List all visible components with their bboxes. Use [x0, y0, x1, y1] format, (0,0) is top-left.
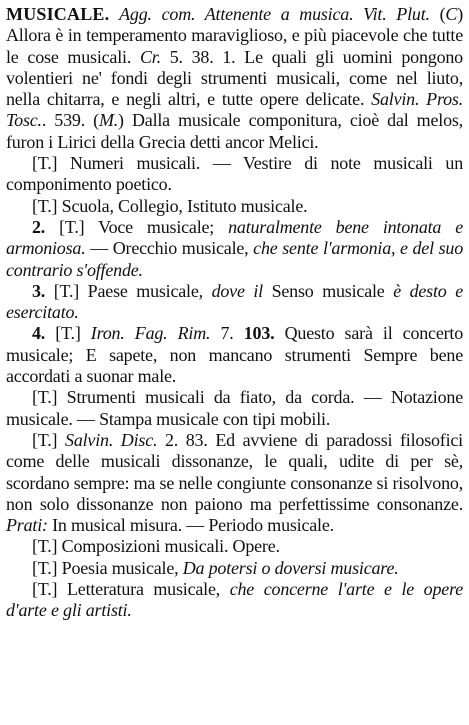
dictionary-entry-musicale [6, 4, 463, 622]
body-text: [T.] Scuola, Collegio, Istituto musicale. [32, 195, 308, 216]
italic-text: che sente l'armonia, e del suo contrario s'offende. [6, 238, 463, 280]
body-text: [T.] Strumenti musicali da fiato, da corda. — Notazione musicale. — Stampa musicale con tipi mobili. [6, 387, 463, 429]
body-text: — Orecchio musicale, [85, 238, 254, 259]
body-text: In musical misura. — Periodo musicale. [47, 515, 334, 536]
body-text: 2. 83. Ed avviene di paradossi filosofici come delle musicali dissonanze, le quali, udite di per sè, scordano sempre: ma se nelle congiunte consonanze si risolvono, non solo dissonanze non paiono ma perfettissime consonanze. [6, 429, 463, 514]
body-text: 5. 38. 1. Le quali gli uomini pongono volentieri ne' fondi degli strumenti musicali, come nel liuto, nella chitarra, e negli altri, e tutte opere delicate. [6, 46, 463, 110]
entry-sense-paragraph [6, 387, 463, 430]
italic-text: Salvin. Pros. Tosc. [6, 89, 463, 131]
body-text: ) Dalla musicale componitura, cioè dal melos, furon i Lirici della Grecia detti ancor Melici. [6, 110, 463, 152]
italic-text: C [445, 4, 458, 24]
italic-text: Cr. [139, 46, 161, 67]
entry-sense-paragraph [6, 217, 463, 281]
body-text: [T.] Poesia musicale, [32, 557, 183, 578]
entry-definition-paragraph [6, 4, 463, 153]
body-text: [T.] [45, 323, 91, 344]
body-text: ( [429, 4, 446, 24]
italic-text: Iron. Fag. Rim. [90, 323, 211, 344]
body-text: Senso musicale [262, 280, 394, 301]
italic-text: Salvin. Disc. [65, 429, 158, 450]
italic-text: Agg. com. Attenente a musica. Vit. Plut. [119, 4, 430, 24]
italic-text: dove il [211, 280, 263, 301]
body-text [109, 4, 119, 24]
body-text: [T.] Numeri musicali. — Vestire di note musicali un componimento poetico. [6, 153, 463, 195]
entry-sense-paragraph [6, 153, 463, 196]
body-text: [T.] Paese musicale, [45, 280, 212, 301]
entry-headword: MUSICALE. [6, 4, 110, 24]
body-text: 7. [210, 323, 244, 344]
body-text: [T.] [32, 429, 66, 450]
bold-text: 2. [32, 216, 46, 237]
italic-text: naturalmente bene intonata e armoniosa. [6, 216, 463, 259]
entry-sense-paragraph [6, 281, 463, 324]
entry-sense-paragraph [6, 196, 463, 217]
bold-text: 4. [32, 323, 46, 344]
body-text: ) Allora è in temperamento maraviglioso, e più piacevole che tutte le cose musicali. [6, 4, 463, 67]
body-text: [T.] Composizioni musicali. Opere. [32, 536, 280, 557]
entry-sense-paragraph [6, 579, 463, 622]
body-text: . 539. ( [41, 110, 99, 131]
italic-text: è desto e esercitato. [6, 280, 463, 323]
entry-sense-paragraph [6, 430, 463, 536]
italic-text: Prati: [6, 515, 48, 536]
bold-text: 103. [243, 323, 275, 344]
entry-sense-paragraph [6, 323, 463, 387]
italic-text: che concerne l'arte e le opere d'arte e gli artisti. [6, 579, 463, 621]
bold-text: 3. [32, 280, 46, 301]
body-text: [T.] Voce musicale; [45, 216, 229, 237]
entry-sense-paragraph [6, 536, 463, 557]
entry-sense-paragraph [6, 558, 463, 579]
italic-text: Da potersi o doversi musicare. [182, 557, 399, 578]
body-text: Questo sarà il concerto musicale; E sapete, non mancano strumenti Sempre bene accordati a suonar male. [6, 323, 464, 387]
body-text: [T.] Letteratura musicale, [32, 579, 230, 600]
italic-text: M. [98, 110, 119, 131]
